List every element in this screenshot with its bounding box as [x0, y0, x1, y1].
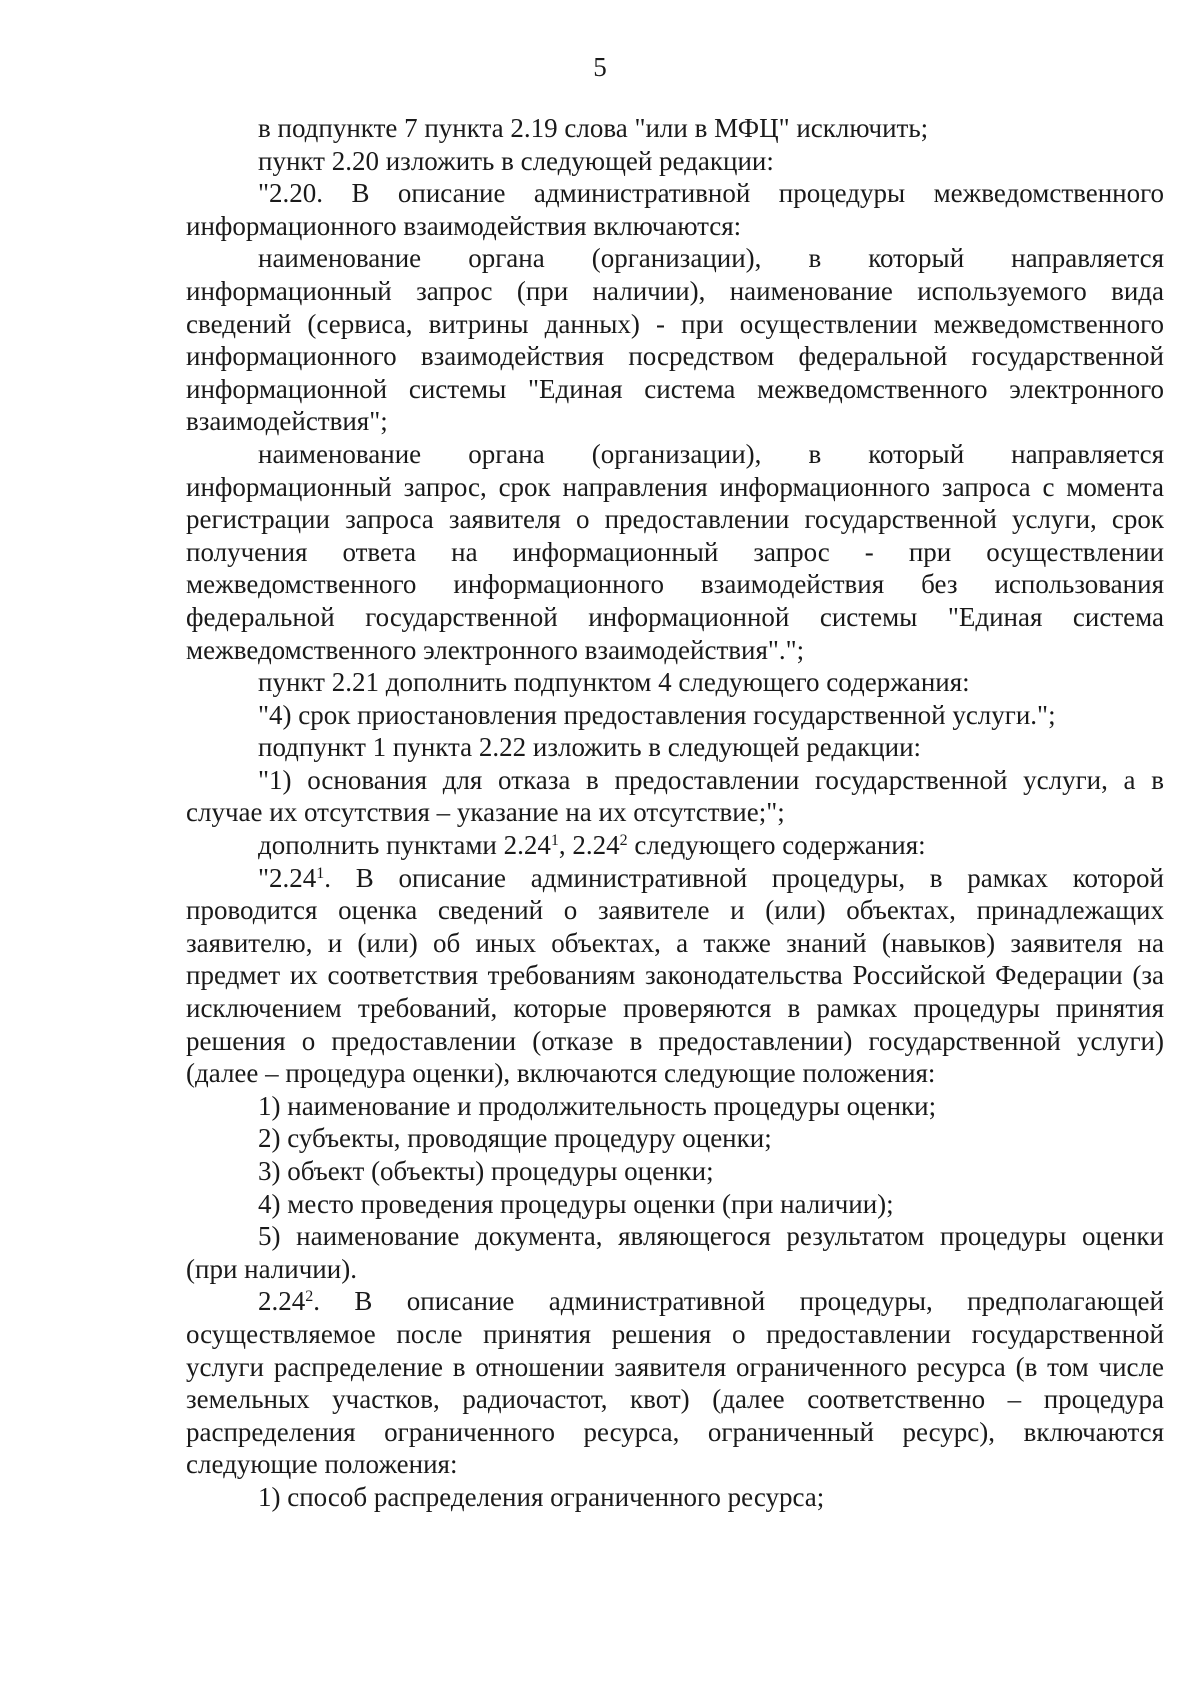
- paragraph: наименование органа (организации), в который направляется информационный запрос (при наличии), наименование используемого вида сведений (сервиса, витрины данных) - при осуществлении межведомственного информационного взаимодействия посредством федеральной государственной информационной системы "Единая система межведомственного электронного взаимодействия";: [186, 243, 1164, 437]
- paragraph-text: "2.24: [258, 862, 317, 893]
- paragraph-text: . В описание административной процедуры, предполагающей осуществляемое после принятия решения о предоставлении государственной услуги распределение в отношении заявителя ограниченного ресурса (в том числе земельных участков, радиочастот, квот) (далее соответственно – процедура распределения ограниченного ресурса, ограниченный ресурс), включаются следующие положения:: [186, 1286, 1164, 1480]
- paragraph: [186, 862, 1164, 1090]
- paragraph: 5) наименование документа, являющегося результатом процедуры оценки (при наличии).: [186, 1221, 1164, 1284]
- document-body: [186, 112, 1164, 1514]
- paragraph: пункт 2.20 изложить в следующей редакции:: [258, 145, 774, 176]
- paragraph: "2.20. В описание административной процедуры межведомственного информационного взаимодействия включаются:: [186, 178, 1164, 241]
- superscript: 2: [619, 832, 628, 850]
- paragraph: [186, 829, 1164, 862]
- paragraph-text: . В описание административной процедуры, в рамках которой проводится оценка сведений о заявителе и (или) объектах, принадлежащих заявителю, и (или) об иных объектах, а также знаний (навыков) заявителя на предмет их соответствия требованиям законодательства Российской Федерации (за исключением требований, которые проверяются в рамках процедуры принятия решения о предоставлении (отказе в предоставлении) государственной услуги) (далее – процедура оценки), включаются следующие положения:: [186, 862, 1164, 1089]
- superscript: 1: [550, 832, 559, 850]
- paragraph: 1) способ распределения ограниченного ресурса;: [258, 1481, 825, 1512]
- paragraph: подпункт 1 пункта 2.22 изложить в следующей редакции:: [258, 732, 922, 763]
- paragraph-text: следующего содержания:: [627, 830, 926, 861]
- paragraph: пункт 2.21 дополнить подпунктом 4 следующего содержания:: [258, 667, 970, 698]
- paragraph: 4) место проведения процедуры оценки (при наличии);: [258, 1188, 894, 1219]
- paragraph: в подпункте 7 пункта 2.19 слова "или в МФЦ" исключить;: [258, 113, 929, 143]
- page-number: 5: [593, 52, 607, 82]
- paragraph-text: дополнить пунктами 2.24: [258, 830, 551, 861]
- paragraph: наименование органа (организации), в который направляется информационный запрос, срок направления информационного запроса с момента регистрации запроса заявителя о предоставлении государственной услуги, срок получения ответа на информационный запрос - при осуществлении межведомственного информационного взаимодействия без использования федеральной государственной информационной системы "Единая система межведомственного электронного взаимодействия".";: [186, 438, 1164, 665]
- superscript: 1: [316, 864, 325, 882]
- paragraph: 1) наименование и продолжительность процедуры оценки;: [258, 1090, 937, 1121]
- paragraph: "1) основания для отказа в предоставлении государственной услуги, а в случае их отсутствия – указание на их отсутствие;";: [186, 764, 1164, 828]
- paragraph: [186, 1285, 1164, 1481]
- paragraph-text: 2.24: [258, 1286, 306, 1317]
- paragraph-text: , 2.24: [558, 830, 620, 861]
- paragraph: 3) объект (объекты) процедуры оценки;: [258, 1156, 714, 1186]
- paragraph: 2) субъекты, проводящие процедуру оценки;: [258, 1123, 772, 1154]
- superscript: 2: [305, 1288, 314, 1306]
- paragraph: "4) срок приостановления предоставления государственной услуги.";: [258, 699, 1056, 730]
